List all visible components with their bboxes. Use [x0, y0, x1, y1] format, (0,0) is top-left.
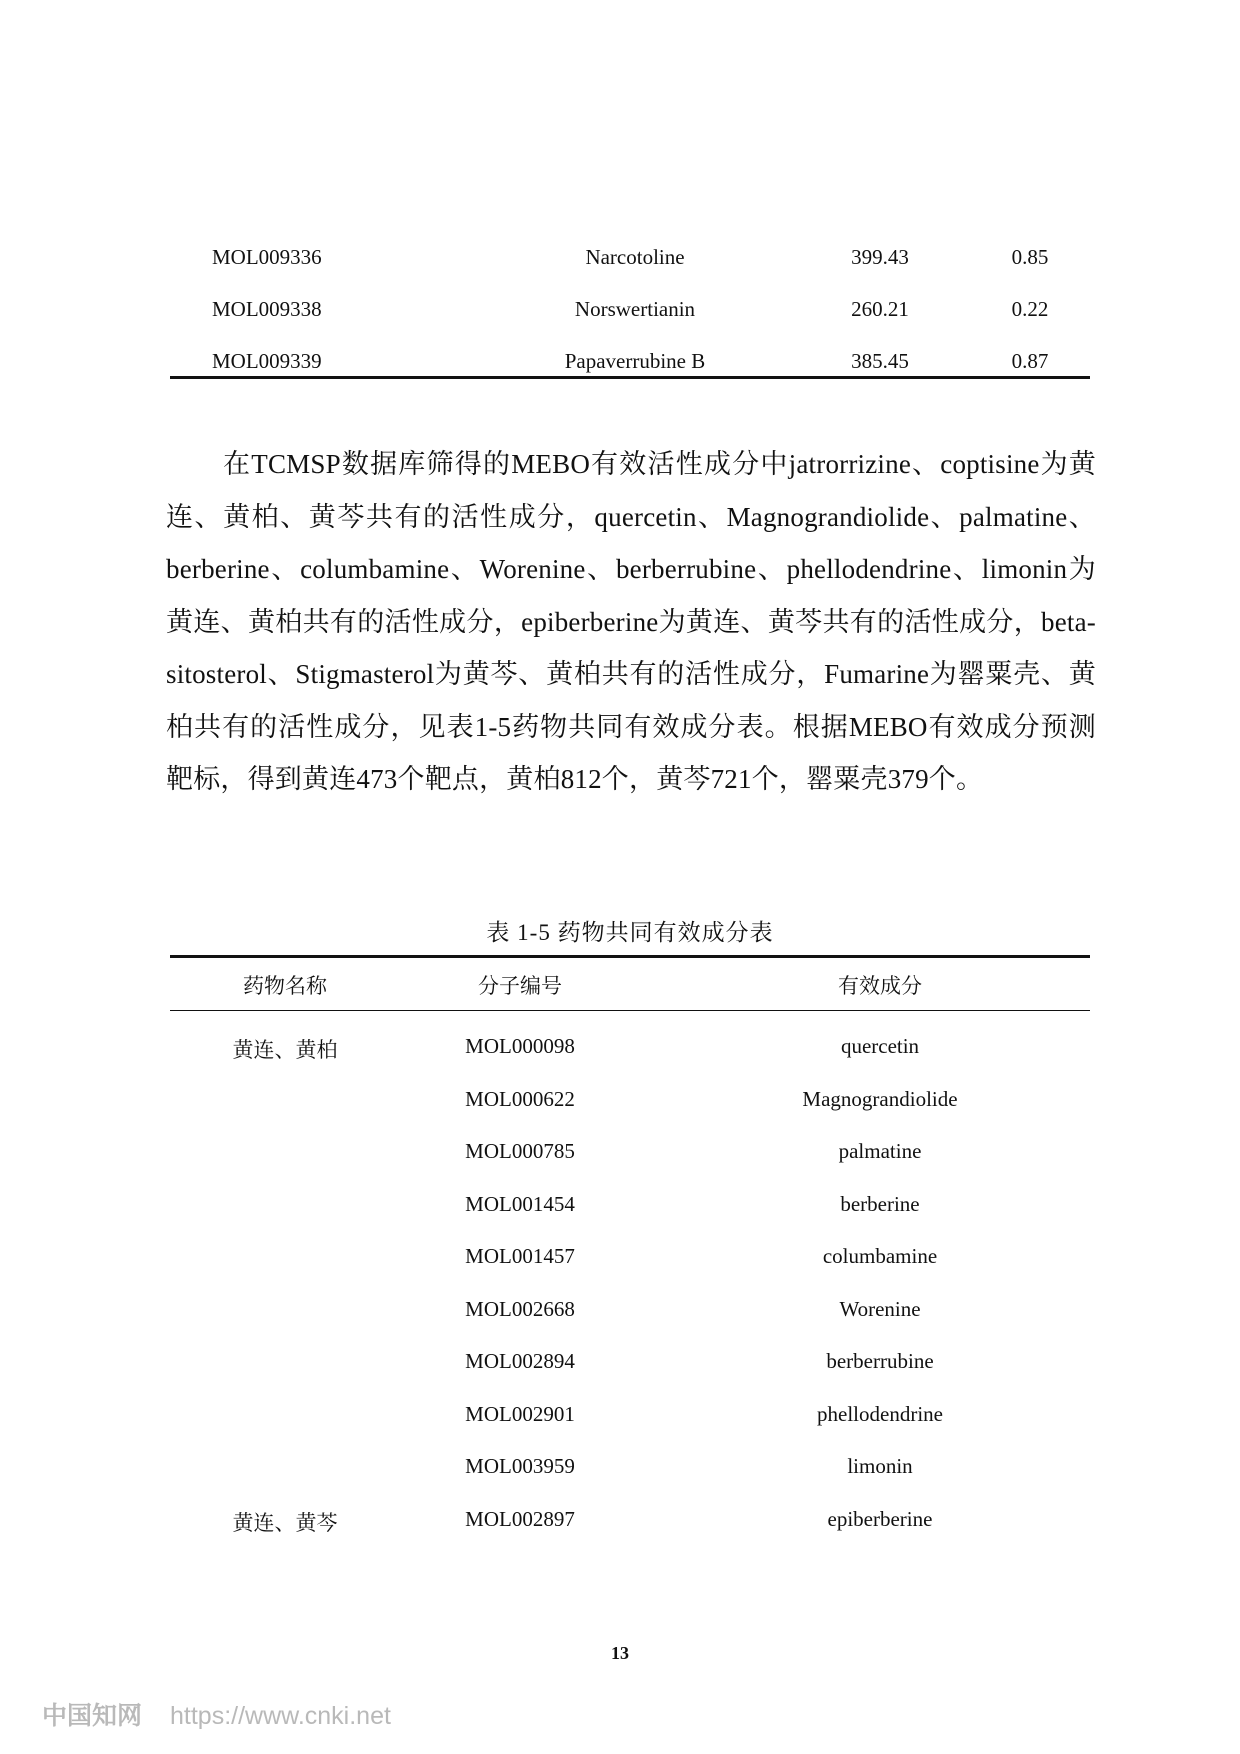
- component-cell: berberine: [840, 1191, 920, 1216]
- compound-name-cell: Papaverrubine B: [564, 349, 706, 373]
- mol-id-cell: MOL001454: [465, 1191, 575, 1216]
- paragraph-text: 在TCMSP数据库筛得的MEBO有效活性成分中jatrorrizine、coptisine为黄连、黄柏、黄芩共有的活性成分，quercetin、Magnograndiolide、palmatine、berberine、columbamine、Worenine、berberrubine、phellodendrine、limonin为黄连、黄柏共有的活性成分，epiberberine为黄连、黄芩共有的活性成分，beta-sitosterol、Stigmasterol为黄芩、黄柏共有的活性成分，Fumarine为罂粟壳、黄柏共有的活性成分，见表1-5药物共同有效成分表。根据MEBO有效成分预测靶标，得到黄连473个靶点，黄柏812个，黄芩721个，罂粟壳379个。: [166, 449, 1096, 794]
- ob-cell: 0.22: [1011, 297, 1049, 321]
- table-row: [170, 287, 1090, 339]
- drug-cell: 黄连、黄芩: [232, 1510, 338, 1535]
- table-row: [170, 1339, 1090, 1392]
- body-paragraph: [166, 438, 1096, 806]
- continued-table: [170, 235, 1090, 391]
- component-cell: berberrubine: [826, 1349, 934, 1373]
- ob-cell: 0.87: [1011, 349, 1049, 373]
- table-top-rule: [170, 955, 1090, 958]
- component-cell: quercetin: [840, 1034, 920, 1058]
- table-bottom-rule: [170, 376, 1090, 379]
- table-row: [170, 1392, 1090, 1445]
- component-cell: Magnograndiolide: [802, 1086, 958, 1111]
- table-row: [170, 1444, 1090, 1497]
- table-caption: 表 1-5 药物共同有效成分表: [486, 920, 774, 945]
- table-row: [170, 1182, 1090, 1235]
- compound-name-cell: Narcotoline: [585, 245, 685, 269]
- mol-id-cell: MOL000785: [465, 1139, 575, 1163]
- watermark-url: https://www.cnki.net: [170, 1702, 391, 1730]
- mw-cell: 260.21: [851, 297, 909, 321]
- header-component: 有效成分: [838, 974, 922, 998]
- component-cell: phellodendrine: [817, 1401, 943, 1426]
- mol-id-cell: MOL002668: [465, 1296, 575, 1321]
- mol-id-cell: MOL009338: [212, 297, 322, 321]
- ob-cell: 0.85: [1011, 245, 1049, 269]
- table-row: [170, 1234, 1090, 1287]
- component-cell: palmatine: [838, 1139, 922, 1163]
- watermark-cn-text: 中国知网: [42, 1702, 143, 1730]
- mol-id-cell: MOL009336: [212, 245, 322, 269]
- mol-id-cell: MOL009339: [212, 349, 322, 373]
- table-row: [170, 235, 1090, 287]
- table-row: [170, 339, 1090, 391]
- table-row: [170, 1497, 1090, 1550]
- table-row: [170, 1024, 1090, 1077]
- table-row: [170, 1129, 1090, 1182]
- mol-id-cell: MOL002897: [465, 1506, 575, 1531]
- mol-id-cell: MOL000622: [465, 1086, 575, 1111]
- table-row: [170, 1077, 1090, 1130]
- mol-id-cell: MOL003959: [465, 1454, 575, 1478]
- page-number: 13: [611, 1643, 629, 1663]
- cnki-watermark: [42, 1696, 391, 1732]
- header-mol-id: 分子编号: [478, 974, 562, 998]
- mw-cell: 385.45: [851, 349, 909, 373]
- component-cell: Worenine: [839, 1296, 921, 1321]
- table-header-rule: [170, 1010, 1090, 1011]
- mol-id-cell: MOL000098: [465, 1034, 575, 1058]
- mw-cell: 399.43: [851, 245, 909, 269]
- mol-id-cell: MOL002901: [465, 1401, 575, 1426]
- mol-id-cell: MOL002894: [465, 1349, 575, 1373]
- component-cell: epiberberine: [827, 1506, 933, 1531]
- header-drug-name: 药物名称: [243, 974, 327, 998]
- component-cell: columbamine: [822, 1244, 938, 1268]
- table-header: [170, 970, 1090, 1004]
- drug-cell: 黄连、黄柏: [232, 1038, 338, 1062]
- table-body: [170, 1024, 1090, 1549]
- table-row: [170, 1287, 1090, 1340]
- compound-name-cell: Norswertianin: [574, 297, 696, 321]
- mol-id-cell: MOL001457: [465, 1244, 575, 1268]
- component-cell: limonin: [847, 1454, 913, 1478]
